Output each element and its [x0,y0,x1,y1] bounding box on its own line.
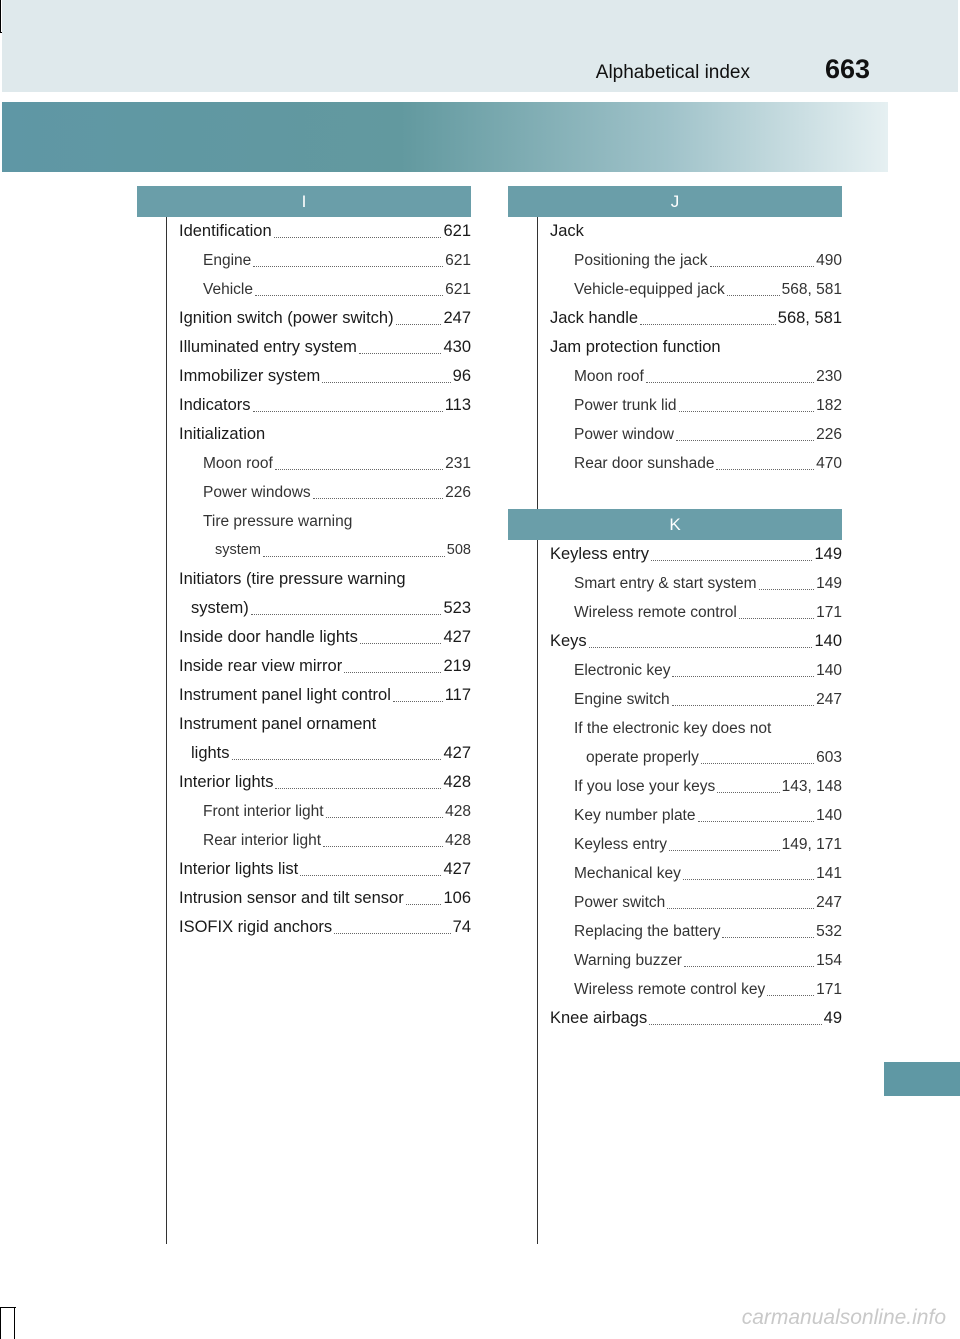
index-entry [179,420,471,449]
index-entry [179,304,471,333]
index-entry [179,913,471,942]
index-term: operate properly [586,749,699,766]
index-entry [179,536,471,565]
index-term: Interior lights list [179,860,299,878]
section-header-i: I [137,186,471,217]
page-reference[interactable]: 247 [443,309,471,327]
index-term: Keyless entry [550,545,650,563]
index-entry [179,333,471,362]
index-entry [550,685,842,714]
index-entry [179,594,471,623]
page-reference[interactable]: 96 [452,367,471,385]
index-entry [550,975,842,1004]
index-entry [550,888,842,917]
crop-mark [0,1307,1,1339]
index-term: Engine switch [574,691,670,708]
leader-dots [676,420,814,441]
index-term: lights [191,744,230,762]
page-reference[interactable]: 226 [816,426,842,443]
index-term: Rear interior light [203,832,322,849]
index-entry [550,420,842,449]
leader-dots [640,304,776,325]
index-term: Jam protection function [550,338,721,356]
index-term: Immobilizer system [179,367,321,385]
column-rule [166,190,167,1244]
index-entry [179,681,471,710]
leader-dots [322,362,450,383]
index-term: Keyless entry [574,836,668,853]
index-term: Initiators (tire pressure warning [179,570,406,588]
index-entry [179,478,471,507]
index-entry [550,362,842,391]
index-term: Inside rear view mirror [179,657,343,675]
index-entry [550,830,842,859]
index-term: If the electronic key does not [574,720,772,737]
index-term: Key number plate [574,807,696,824]
leader-dots [716,449,814,470]
leader-dots [275,449,443,470]
index-entry [179,565,471,594]
leader-dots [717,772,779,793]
leader-dots [396,304,442,325]
leader-dots [344,652,441,673]
index-term: ISOFIX rigid anchors [179,918,333,936]
leader-dots [773,714,840,734]
index-term: Vehicle-equipped jack [574,281,725,298]
page-reference[interactable]: 430 [443,338,471,356]
index-list-i [179,217,471,942]
index-term: system) [191,599,249,617]
index-term: Rear door sunshade [574,455,715,472]
index-entry [179,362,471,391]
page-reference[interactable]: 568, 581 [781,281,842,298]
page-reference[interactable]: 231 [445,455,471,472]
page-reference[interactable]: 140 [816,807,842,824]
page-reference[interactable]: 247 [816,894,842,911]
index-term: If you lose your keys [574,778,716,795]
index-entry [550,246,842,275]
index-entry [179,217,471,246]
leader-dots [267,420,469,440]
leader-dots [667,888,814,909]
page-reference[interactable]: 427 [443,744,471,762]
index-term: Replacing the battery [574,923,721,940]
leader-dots [263,536,445,557]
page-reference[interactable]: 470 [816,455,842,472]
index-entry [550,714,842,743]
page-reference[interactable]: 149, 171 [781,836,842,853]
leader-dots [646,362,814,383]
page-reference[interactable]: 113 [444,396,471,414]
index-term: Ignition switch (power switch) [179,309,394,327]
page-reference[interactable]: 182 [816,397,842,414]
index-term: Power windows [203,484,311,501]
page-reference[interactable]: 171 [816,604,842,621]
index-term: Jack handle [550,309,639,327]
index-entry [550,540,842,569]
leader-dots [739,598,814,619]
leader-dots [679,391,815,412]
page-reference[interactable]: 230 [816,368,842,385]
index-term: Indicators [179,396,251,414]
index-term: Power switch [574,894,666,911]
watermark: carmanualsonline.info [741,1306,946,1329]
leader-dots [727,275,780,296]
page-reference[interactable]: 428 [445,803,471,820]
leader-dots [323,826,443,847]
crop-mark [14,1307,15,1339]
leader-dots [723,333,840,353]
index-list-k [550,540,842,1033]
page-reference[interactable]: 149 [816,575,842,592]
index-entry [550,627,842,656]
index-term: Power trunk lid [574,397,677,414]
index-term: Moon roof [574,368,644,385]
page-reference[interactable]: 143, 148 [781,778,842,795]
page-number: 663 [824,54,870,84]
leader-dots [649,1004,821,1025]
leader-dots [300,855,441,876]
index-entry [550,917,842,946]
leader-dots [251,594,442,615]
index-entry [550,772,842,801]
leader-dots [378,710,469,730]
index-term: Instrument panel light control [179,686,391,704]
page-reference[interactable]: 523 [443,599,471,617]
index-entry [550,801,842,830]
section-banner [2,102,888,172]
page-reference[interactable]: 140 [814,632,842,650]
index-term: Instrument panel ornament [179,715,377,733]
leader-dots [274,217,442,238]
page-reference[interactable]: 219 [443,657,471,675]
leader-dots [354,507,469,527]
index-entry [550,1004,842,1033]
leader-dots [360,623,442,644]
leader-dots [698,801,815,822]
leader-dots [589,627,813,648]
crop-mark [0,0,1,32]
leader-dots [684,946,814,967]
index-entry [550,656,842,685]
leader-dots [651,540,812,561]
page-reference[interactable]: 508 [446,542,471,558]
index-entry [179,246,471,275]
index-entry [550,946,842,975]
leader-dots [683,859,814,880]
index-term: Illuminated entry system [179,338,357,356]
index-entry [179,768,471,797]
page-reference[interactable]: 74 [452,918,471,936]
index-entry [179,449,471,478]
index-entry [550,449,842,478]
index-term: Wireless remote control [574,604,737,621]
leader-dots [334,913,451,934]
index-entry [179,884,471,913]
index-term: Knee airbags [550,1009,648,1027]
leader-dots [767,975,814,996]
page-reference[interactable]: 226 [445,484,471,501]
index-term: Positioning the jack [574,252,708,269]
index-entry [550,391,842,420]
index-entry [179,391,471,420]
thumb-tab [884,1062,960,1096]
index-term: Intrusion sensor and tilt sensor [179,889,404,907]
page-reference[interactable]: 428 [443,773,471,791]
leader-dots [759,569,815,590]
index-entry [179,739,471,768]
index-entry [179,507,471,536]
leader-dots [586,217,840,237]
leader-dots [408,565,469,585]
index-term: Mechanical key [574,865,681,882]
page-reference[interactable]: 490 [816,252,842,269]
page-reference[interactable]: 171 [816,981,842,998]
page-reference[interactable]: 117 [444,686,471,704]
page-reference[interactable]: 621 [443,222,471,240]
page-reference[interactable]: 149 [814,545,842,563]
leader-dots [669,830,780,851]
index-entry [179,275,471,304]
page-reference[interactable]: 247 [816,691,842,708]
leader-dots [406,884,442,905]
leader-dots [313,478,443,499]
index-entry [550,275,842,304]
index-term: Vehicle [203,281,253,298]
index-term: Moon roof [203,455,273,472]
leader-dots [253,391,443,412]
leader-dots [275,768,441,789]
index-term: Initialization [179,425,266,443]
index-entry [179,797,471,826]
index-entry [550,569,842,598]
leader-dots [255,275,443,296]
leader-dots [359,333,442,354]
page-title: Alphabetical index [595,62,750,83]
index-list-j [550,217,842,478]
index-term: Front interior light [203,803,324,820]
leader-dots [326,797,444,818]
index-entry [550,859,842,888]
column-rule [537,190,538,1244]
index-entry [179,826,471,855]
page-reference[interactable]: 621 [445,252,471,269]
page-reference[interactable]: 568, 581 [777,309,842,327]
index-term: Inside door handle lights [179,628,358,646]
page-reference[interactable]: 49 [823,1009,842,1027]
leader-dots [253,246,443,267]
page-reference[interactable]: 106 [443,889,471,907]
index-term: Electronic key [574,662,671,679]
page-reference[interactable]: 603 [816,749,842,766]
index-entry [550,217,842,246]
index-term: Keys [550,632,587,650]
page-reference[interactable]: 154 [816,952,842,969]
index-entry [179,623,471,652]
index-term: Power window [574,426,674,443]
index-term: system [215,542,261,558]
index-term: Interior lights [179,773,274,791]
header-band [2,0,958,92]
section-header-j: J [508,186,842,217]
leader-dots [710,246,815,267]
page-reference[interactable]: 621 [445,281,471,298]
page-reference[interactable]: 141 [816,865,842,882]
page-reference[interactable]: 428 [445,832,471,849]
index-entry [179,855,471,884]
index-term: Wireless remote control key [574,981,766,998]
index-entry [179,652,471,681]
leader-dots [672,685,814,706]
leader-dots [701,743,814,764]
index-term: Warning buzzer [574,952,682,969]
page-reference[interactable]: 427 [443,860,471,878]
leader-dots [722,917,814,938]
page-reference[interactable]: 532 [816,923,842,940]
index-entry [179,710,471,739]
leader-dots [672,656,814,677]
page-reference[interactable]: 427 [443,628,471,646]
leader-dots [393,681,443,702]
index-term: Engine [203,252,252,269]
leader-dots [232,739,442,760]
index-entry [550,598,842,627]
index-term: Tire pressure warning [203,513,353,530]
index-term: Identification [179,222,272,240]
index-entry [550,304,842,333]
index-entry [550,743,842,772]
index-term: Smart entry & start system [574,575,757,592]
index-entry [550,333,842,362]
section-header-k: K [508,509,842,540]
page-reference[interactable]: 140 [816,662,842,679]
index-term: Jack [550,222,584,240]
